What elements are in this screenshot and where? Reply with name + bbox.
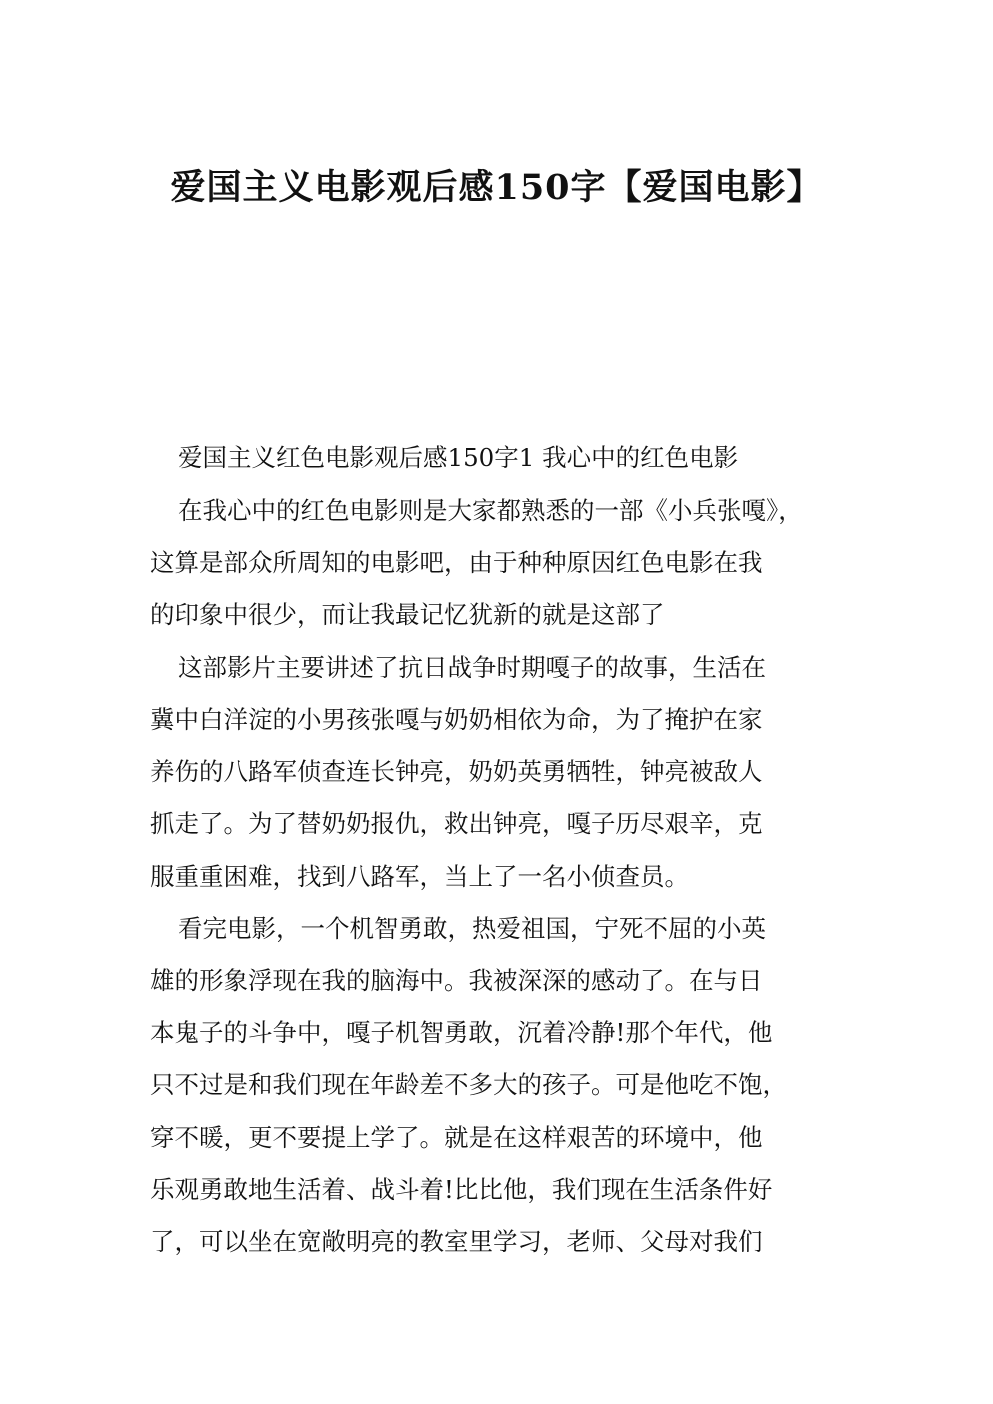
paragraph-line: 冀中白洋淀的小男孩张嘎与奶奶相依为命，为了掩护在家	[150, 705, 763, 734]
paragraph-line: 的印象中很少，而让我最记忆犹新的就是这部了	[150, 600, 665, 629]
paragraph-line: 爱国主义红色电影观后感150字1 我心中的红色电影	[178, 443, 739, 472]
paragraph-line: 乐观勇敢地生活着、战斗着!比比他，我们现在生活条件好	[150, 1175, 773, 1204]
paragraph-line: 雄的形象浮现在我的脑海中。我被深深的感动了。在与日	[150, 966, 763, 995]
paragraph-line: 本鬼子的斗争中，嘎子机智勇敢，沉着冷静!那个年代，他	[150, 1018, 773, 1047]
paragraph-line: 只不过是和我们现在年龄差不多大的孩子。可是他吃不饱，	[150, 1070, 787, 1099]
paragraph-line: 穿不暖，更不要提上学了。就是在这样艰苦的环境中，他	[150, 1123, 763, 1152]
paragraph-line: 服重重困难，找到八路军，当上了一名小侦查员。	[150, 862, 689, 891]
paragraph-line: 这算是部众所周知的电影吧，由于种种原因红色电影在我	[150, 548, 763, 577]
document-title: 爱国主义电影观后感150字【爱国电影】	[170, 167, 823, 208]
paragraph-line: 看完电影，一个机智勇敢，热爱祖国，宁死不屈的小英	[178, 914, 766, 943]
paragraph-line: 这部影片主要讲述了抗日战争时期嘎子的故事，生活在	[178, 653, 766, 682]
paragraph-line: 抓走了。为了替奶奶报仇，救出钟亮，嘎子历尽艰辛，克	[150, 809, 763, 838]
paragraph-line: 了，可以坐在宽敞明亮的教室里学习，老师、父母对我们	[150, 1227, 763, 1256]
paragraph-line: 在我心中的红色电影则是大家都熟悉的一部《小兵张嘎》，	[178, 496, 803, 525]
paragraph-line: 养伤的八路军侦查连长钟亮，奶奶英勇牺牲，钟亮被敌人	[150, 757, 763, 786]
